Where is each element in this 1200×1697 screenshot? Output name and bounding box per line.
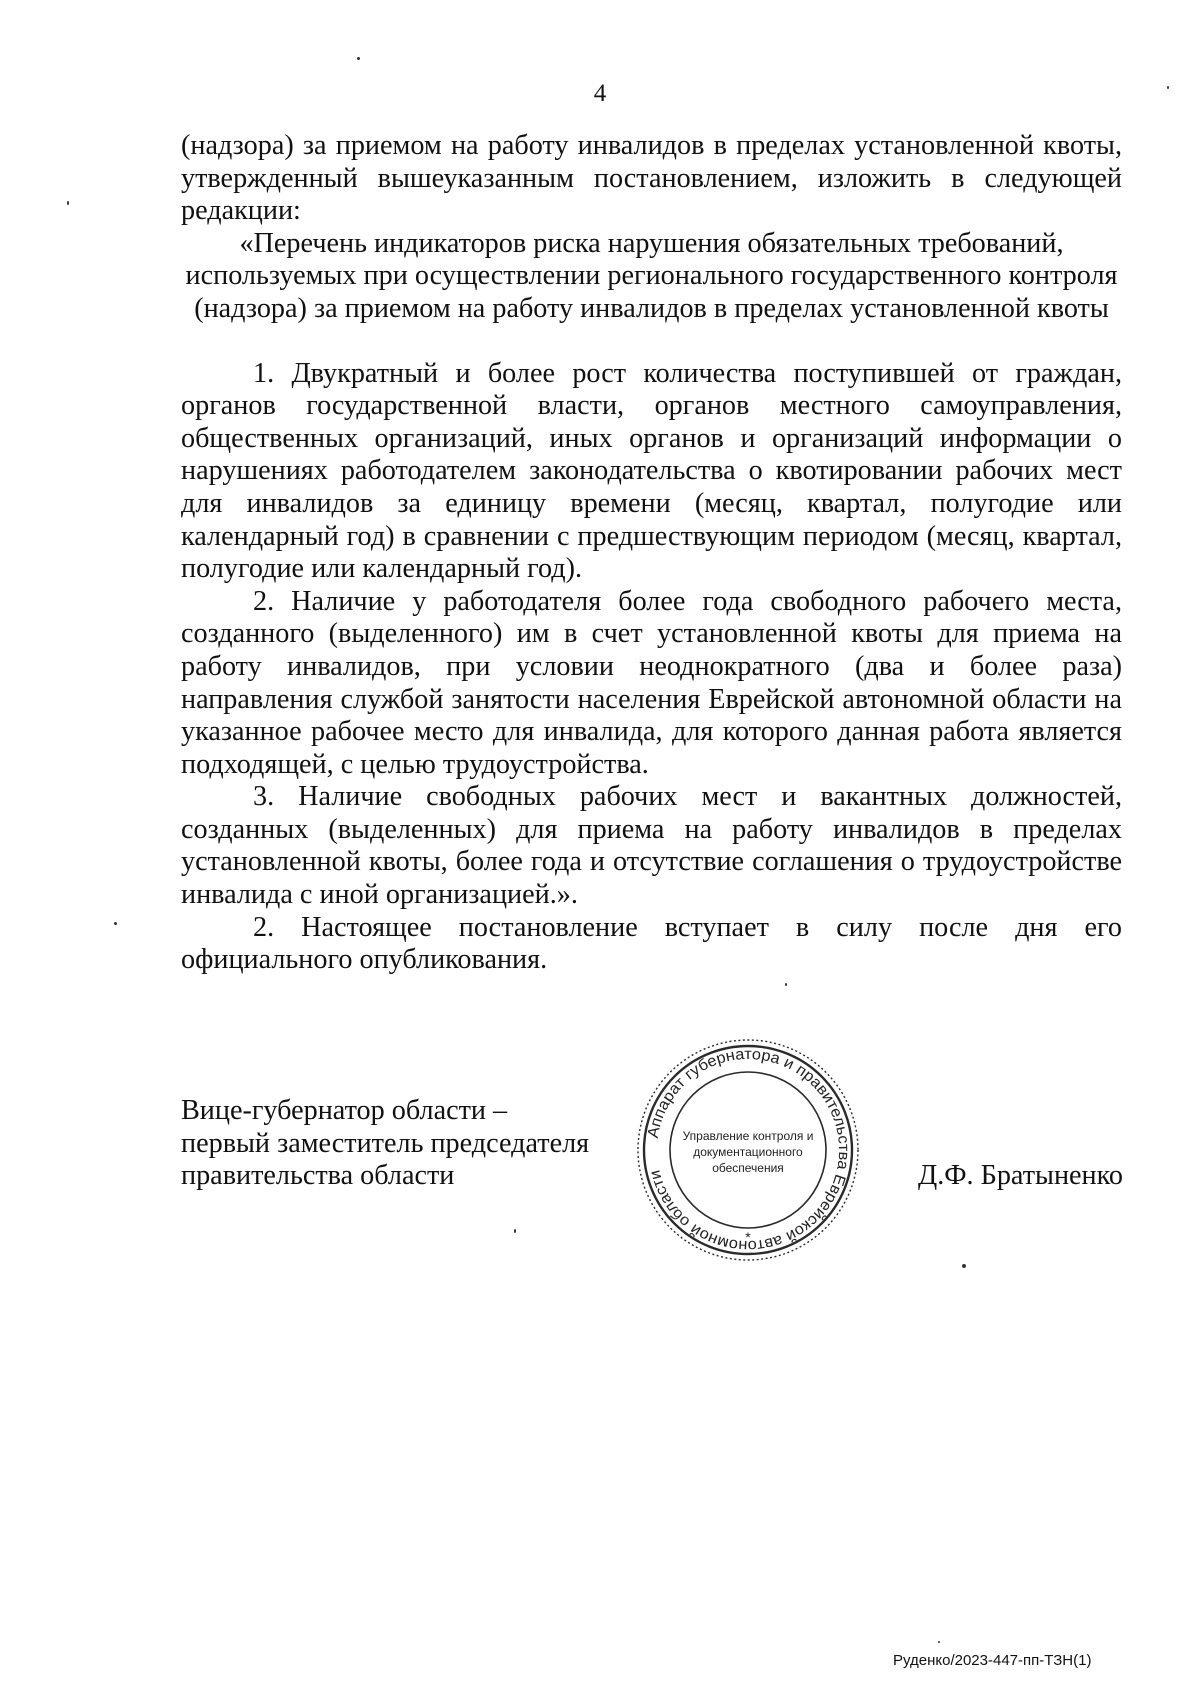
seal-graphic xyxy=(628,1030,868,1270)
signer-position-line: первый заместитель председателя xyxy=(181,1127,590,1159)
document-body xyxy=(181,130,1122,977)
list-item-3: 3. Наличие свободных рабочих мест и вакантных должностей, созданных (выделенных) для приема на работу инвалидов в пределах установленной квоты, более года и отсутствие соглашения о трудоустройстве инвалида с иной организацией.». xyxy=(181,781,1122,911)
scan-speck xyxy=(357,57,360,60)
seal-inner-line: обеспечения xyxy=(712,1161,784,1175)
paragraph-effective-date: 2. Настоящее постановление вступает в силу после дня его официального опубликования. xyxy=(181,911,1122,976)
signer-position xyxy=(181,1095,601,1193)
scan-speck xyxy=(67,201,69,205)
scan-speck xyxy=(514,1229,516,1233)
scan-speck xyxy=(785,983,787,986)
signer-position-line: правительства области xyxy=(181,1160,455,1192)
seal-inner-line: документационного xyxy=(693,1145,803,1159)
list-title: «Перечень индикаторов риска нарушения обязательных требований, используемых при осуществлении регионального государственного контроля (надзора) за приемом на работу инвалидов в пределах установленной квоты xyxy=(185,227,1118,324)
scan-speck xyxy=(114,922,117,925)
signer-position-line: Вице-губернатор области – xyxy=(181,1095,508,1126)
page-number: 4 xyxy=(593,80,607,107)
list-item-1: 1. Двукратный и более рост количества поступившей от граждан, органов государственной власти, органов местного самоуправления, общественных организаций, иных органов и организаций информации о нарушениях работодателем законодательства о квотировании рабочих мест для инвалидов за единицу времени (месяц, квартал, полугодие или календарный год) в сравнении с предшествующим периодом (месяц, квартал, полугодие или календарный год). xyxy=(181,357,1122,585)
seal-inner-line: Управление контроля и xyxy=(682,1129,814,1143)
official-seal xyxy=(628,1030,868,1270)
scan-speck xyxy=(962,1264,966,1268)
seal-outer-text: Аппарат губернатора и правительства Еврейской автономной области xyxy=(644,1045,853,1255)
signer-name: Д.Ф. Братыненко xyxy=(918,1160,1123,1191)
document-code: Руденко/2023-447-пп-ТЗН(1) xyxy=(893,1652,1092,1669)
scan-speck xyxy=(938,1641,940,1643)
list-item-2: 2. Наличие у работодателя более года свободного рабочего места, созданного (выделенного) им в счет установленной квоты для приема на работу инвалидов, при условии неоднократного (два и более раза) направления службой занятости населения Еврейской автономной области на указанное рабочее место для инвалида, для которого данная работа является подходящей, с целью трудоустройства. xyxy=(181,585,1122,780)
scan-speck xyxy=(1167,86,1169,89)
paragraph-continuation: (надзора) за приемом на работу инвалидов в пределах установленной квоты, утвержденный вышеуказанным постановлением, изложить в следующей редакции: xyxy=(181,130,1122,227)
seal-star: * xyxy=(745,1229,751,1245)
